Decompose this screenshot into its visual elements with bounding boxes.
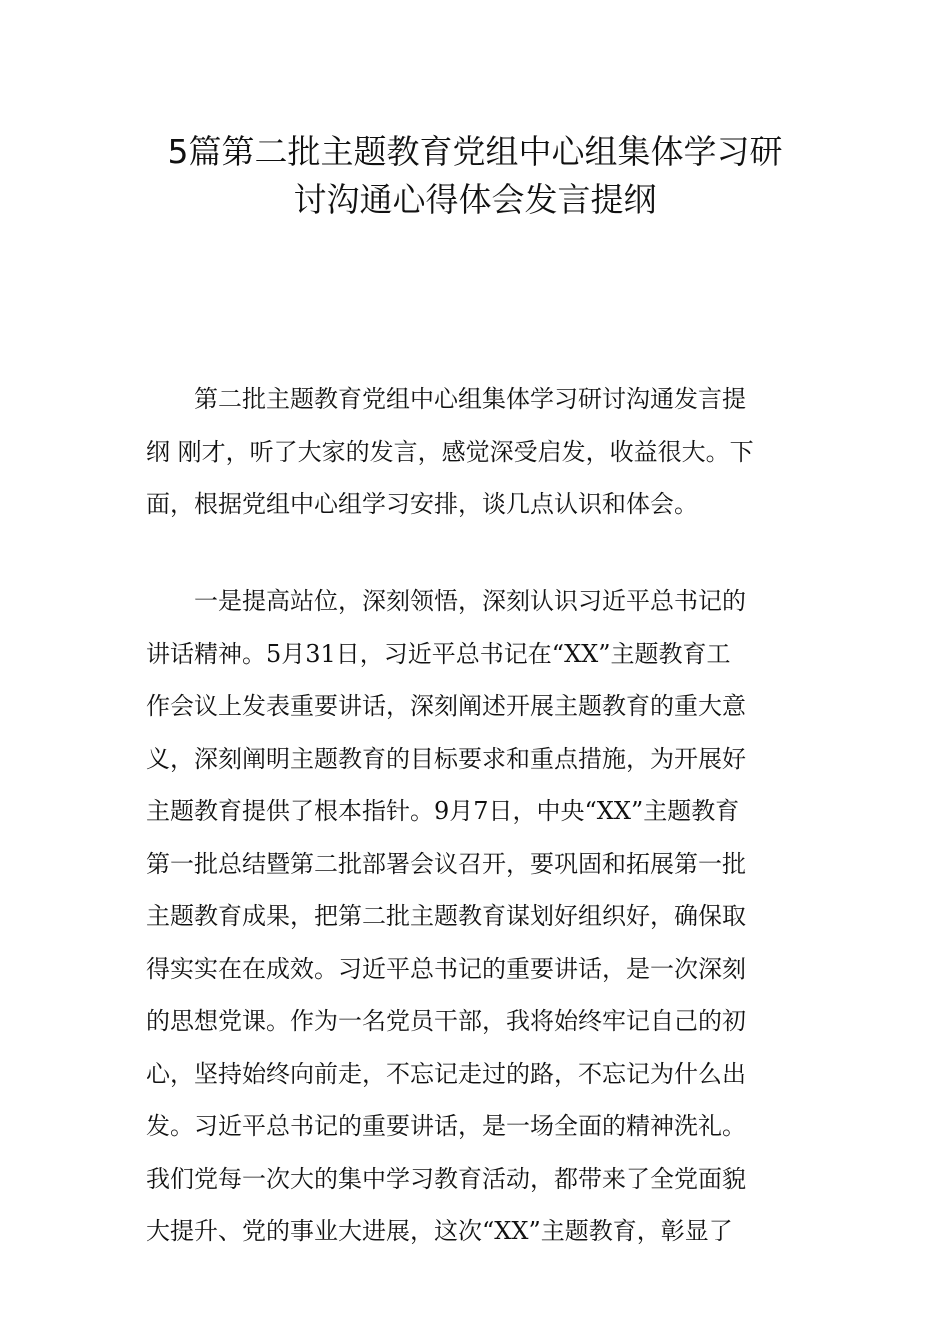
paragraph-line: 第二批主题教育党组中心组集体学习研讨沟通发言提 [146, 385, 746, 413]
paragraph-line: 主题教育成果，把第二批主题教育谋划好组织好，确保取 [146, 902, 746, 930]
paragraph-line: 面，根据党组中心组学习安排，谈几点认识和体会。 [146, 490, 698, 518]
paragraph-line: 心，坚持始终向前走，不忘记走过的路，不忘记为什么出 [146, 1059, 746, 1088]
paragraph-intro [146, 373, 806, 531]
paragraph-line: 讲话精神。5月31日，习近平总书记在“XX”主题教育工 [146, 639, 731, 668]
paragraph-line: 义，深刻阐明主题教育的目标要求和重点措施，为开展好 [146, 744, 746, 773]
paragraph-line: 发。习近平总书记的重要讲话，是一场全面的精神洗礼。 [146, 1112, 746, 1140]
paragraph-line: 的思想党课。作为一名党员干部，我将始终牢记自己的初 [146, 1007, 746, 1035]
paragraph-line: 第一批总结暨第二批部署会议召开，要巩固和拓展第一批 [146, 849, 746, 878]
title-line: 5篇第二批主题教育党组中心组集体学习研 [167, 132, 783, 171]
document-title [100, 128, 850, 224]
paragraph-line: 主题教育提供了根本指针。9月7日，中央“XX”主题教育 [146, 797, 740, 825]
title-line: 讨沟通心得体会发言提纲 [293, 180, 657, 219]
paragraph-line: 得实实在在成效。习近平总书记的重要讲话，是一次深刻 [146, 954, 746, 983]
paragraph-point-one [146, 575, 806, 1258]
paragraph-line: 作会议上发表重要讲话，深刻阐述开展主题教育的重大意 [146, 692, 746, 720]
paragraph-line: 我们党每一次大的集中学习教育活动，都带来了全党面貌 [146, 1164, 746, 1193]
paragraph-line: 大提升、党的事业大进展，这次“XX”主题教育，彰显了 [146, 1217, 733, 1245]
paragraph-line: 纲 刚才，听了大家的发言，感觉深受启发，收益很大。下 [146, 437, 754, 466]
paragraph-line: 一是提高站位，深刻领悟，深刻认识习近平总书记的 [146, 587, 746, 615]
